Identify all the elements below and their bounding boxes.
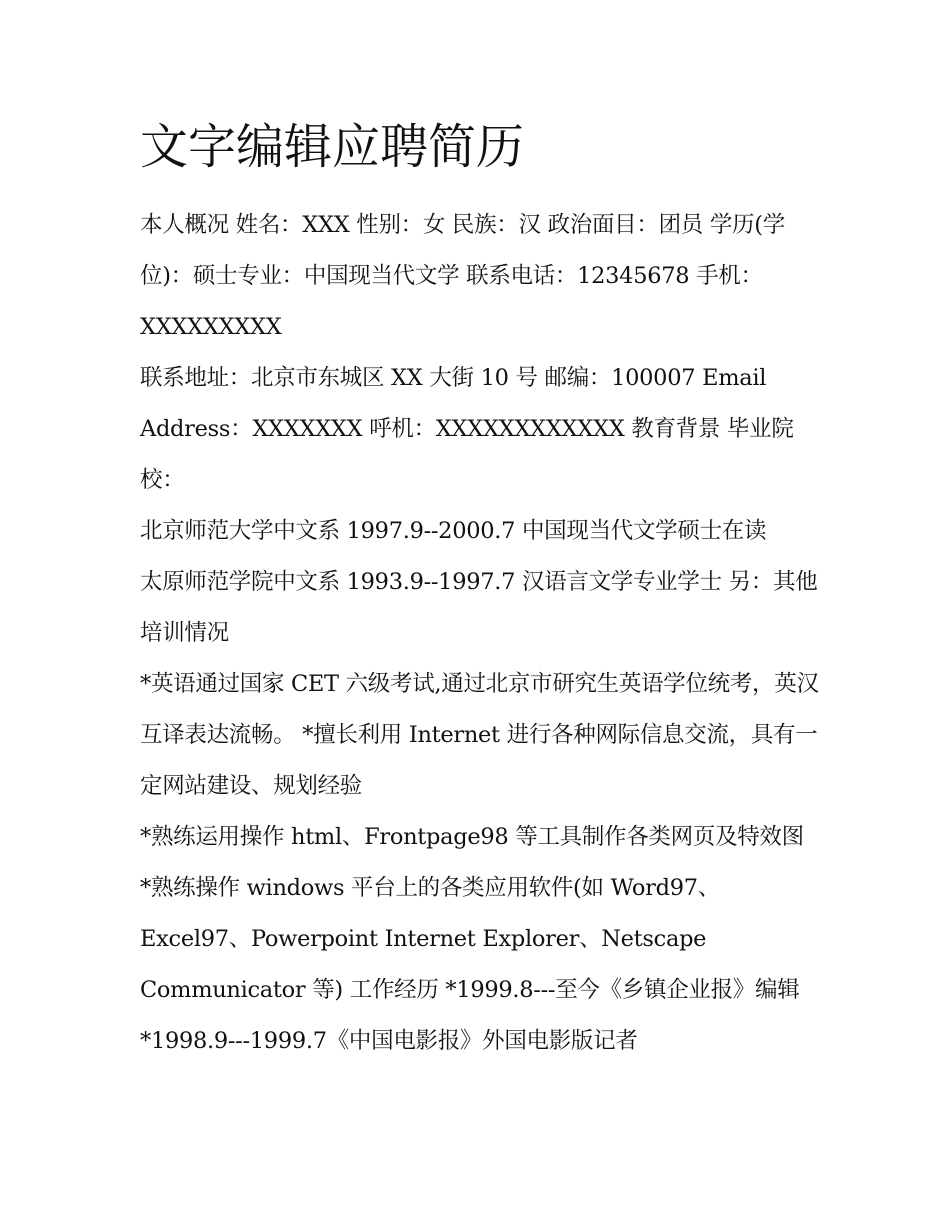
paragraph-contact-education: 联系地址：北京市东城区 XX 大街 10 号 邮编：100007 Email Address：XXXXXXX 呼机：XXXXXXXXXXXX 教育背景 毕业院校：: [140, 365, 794, 493]
paragraph-education-tynu: 太原师范学院中文系 1993.9--1997.7 汉语言文学专业学士 另：其他培训情况: [140, 569, 818, 646]
paragraph-skills-web: *熟练运用操作 html、Frontpage98 等工具制作各类网页及特效图: [140, 824, 804, 850]
paragraph-skills-software-experience: *熟练操作 windows 平台上的各类应用软件(如 Word97、Excel97、Powerpoint Internet Explorer、Netscape Communicator 等) 工作经历 *1999.8---至今《乡镇企业报》编辑 *1998.9---1999.7《中国电影报》外国电影版记者: [140, 875, 800, 1054]
document-body: [140, 112, 820, 1067]
paragraph-skills-english-internet: *英语通过国家 CET 六级考试,通过北京市研究生英语学位统考，英汉互译表达流畅。 *擅长利用 Internet 进行各种网际信息交流，具有一定网站建设、规划经验: [140, 671, 819, 799]
paragraph-education-bnu: 北京师范大学中文系 1997.9--2000.7 中国现当代文学硕士在读: [140, 518, 767, 544]
paragraph-personal-info: 本人概况 姓名：XXX 性别：女 民族：汉 政治面目：团员 学历(学位)：硕士专业：中国现当代文学 联系电话：12345678 手机：XXXXXXXXX: [140, 212, 785, 340]
document-title: 文字编辑应聘简历: [140, 119, 525, 175]
